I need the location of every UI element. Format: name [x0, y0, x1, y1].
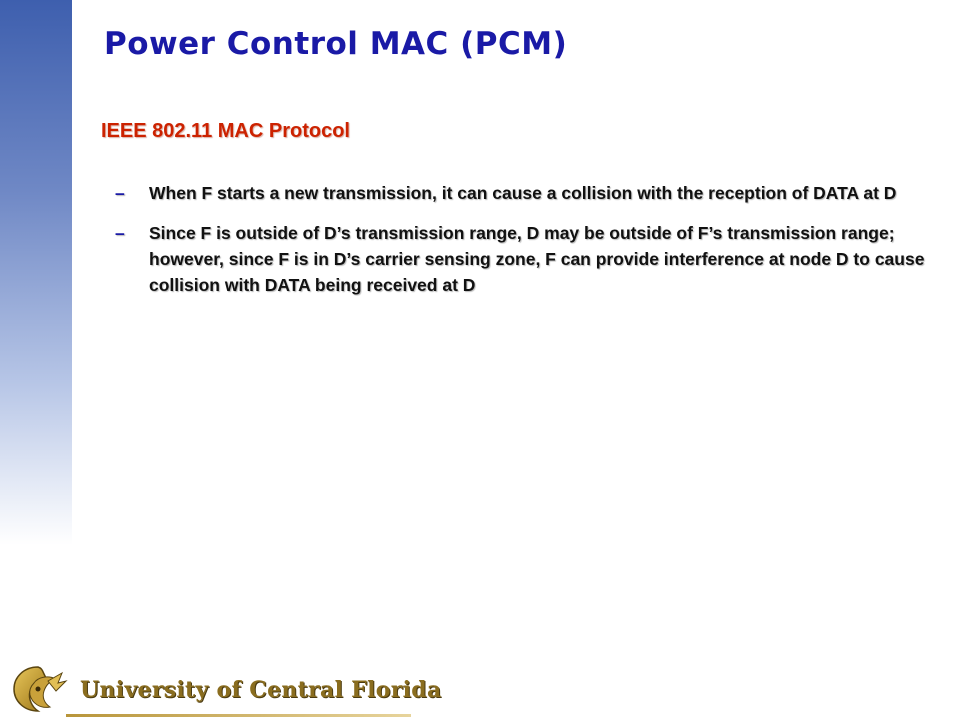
university-name: University of Central Florida — [80, 677, 442, 703]
slide-title: Power Control MAC (PCM) — [104, 26, 568, 62]
bullet-text: Since F is outside of D’s transmission range, D may be outside of F’s transmission range; however, since F is in D’s carrier sensing zone, F can provide interference at node D to cause collision with DATA being received at D — [149, 223, 925, 295]
logo-underline — [66, 714, 411, 717]
decorative-side-bar — [0, 0, 72, 545]
bullet-list — [101, 180, 941, 312]
slide-subtitle: IEEE 802.11 MAC Protocol — [101, 120, 350, 142]
bullet-marker: – — [115, 183, 125, 203]
footer-logo — [0, 655, 442, 720]
pegasus-icon — [8, 663, 68, 715]
bullet-item — [101, 220, 941, 298]
bullet-text: When F starts a new transmission, it can cause a collision with the reception of DATA at D — [149, 183, 897, 203]
bullet-item — [101, 180, 941, 206]
bullet-marker: – — [115, 223, 125, 243]
